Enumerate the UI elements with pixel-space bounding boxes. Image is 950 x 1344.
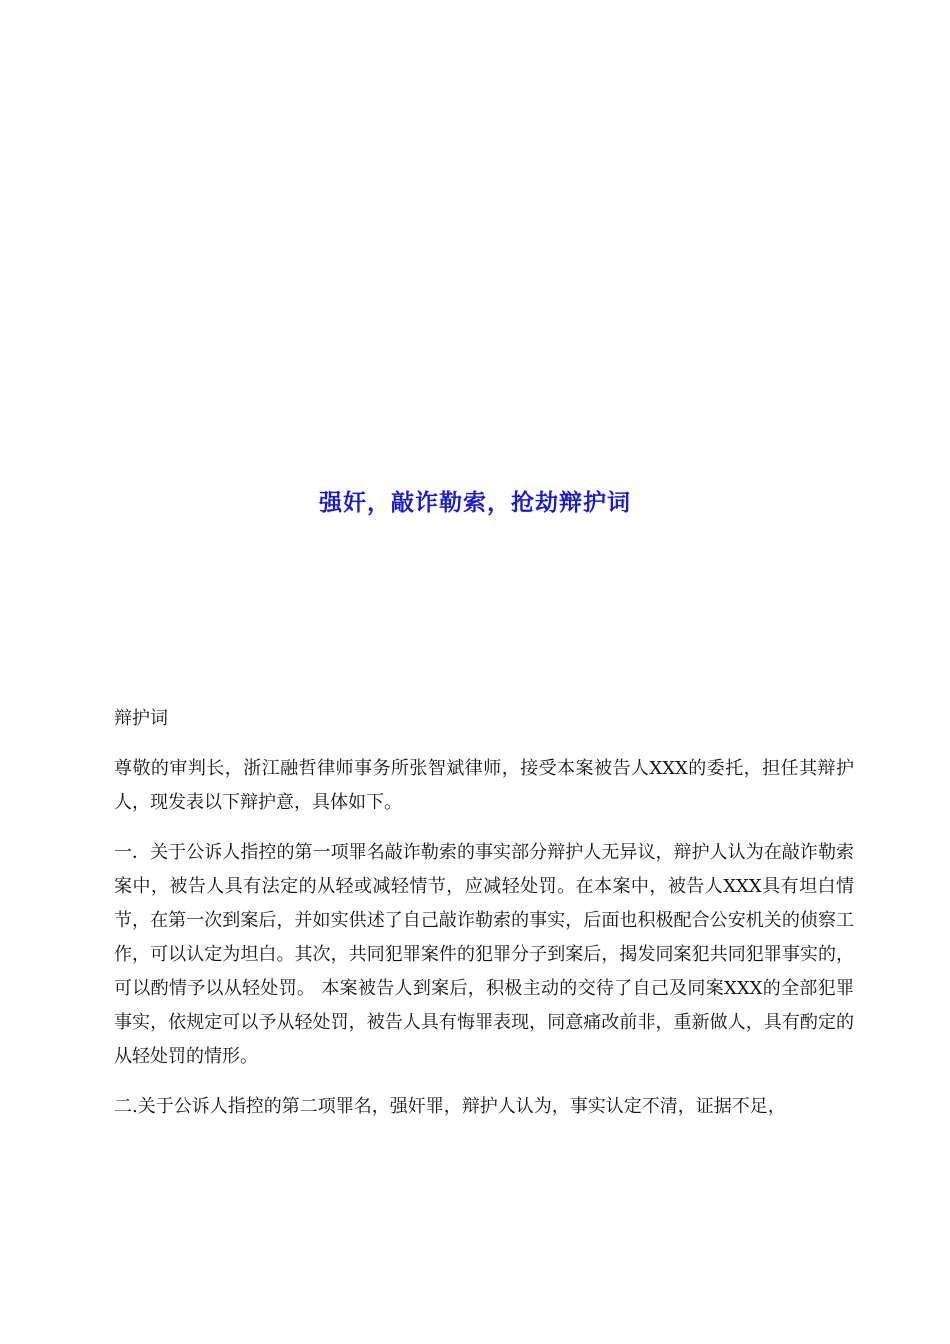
paragraph-point-one: 一．关于公诉人指控的第一项罪名敲诈勒索的事实部分辩护人无异议，辩护人认为在敲诈勒索案中，被告人具有法定的从轻或减轻情节，应减轻处罚。在本案中，被告人XXX具有坦白情节，在第一次到案后，并如实供述了自己敲诈勒索的事实，后面也积极配合公安机关的侦察工作，可以认定为坦白。其次，共同犯罪案件的犯罪分子到案后，揭发同案犯共同犯罪事实的，可以酌情予以从轻处罚。 本案被告人到案后，积极主动的交待了自己及同案XXX的全部犯罪事实，依规定可以予从轻处罚，被告人具有悔罪表现，同意痛改前非，重新做人，具有酌定的从轻处罚的情形。 xyxy=(114,842,854,1067)
paragraph-point-two: 二.关于公诉人指控的第二项罪名，强奸罪，辩护人认为，事实认定不清，证据不足， xyxy=(114,1096,786,1117)
section-heading: 辩护词 xyxy=(114,708,168,729)
document-title: 强奸，敲诈勒索，抢劫辩护词 xyxy=(319,490,631,516)
document-body xyxy=(114,702,854,1140)
paragraph-intro: 尊敬的审判长，浙江融哲律师事务所张智斌律师，接受本案被告人XXX的委托，担任其辩护人，现发表以下辩护意，具体如下。 xyxy=(114,758,854,813)
